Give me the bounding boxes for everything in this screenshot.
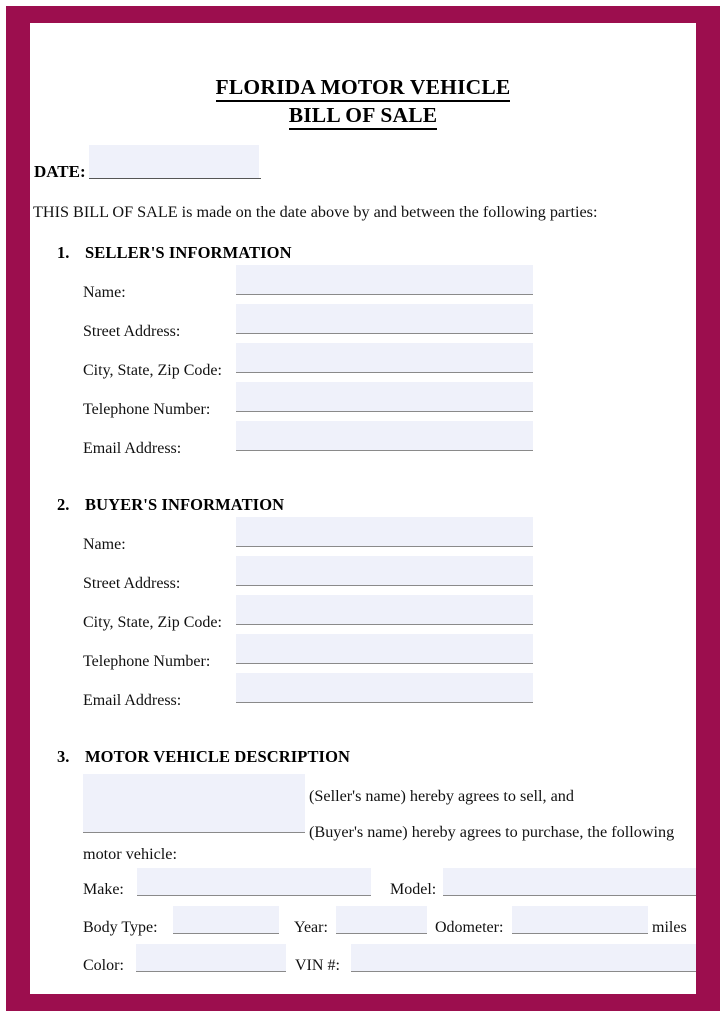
buyer-city-label: City, State, Zip Code: <box>83 614 222 631</box>
section-3-number: 3. <box>57 747 70 766</box>
buyer-phone-label: Telephone Number: <box>83 653 211 670</box>
buyer-street-label: Street Address: <box>83 575 181 592</box>
border-right <box>696 6 720 1011</box>
buyer-name-label: Name: <box>83 536 126 553</box>
seller-city-label: City, State, Zip Code: <box>83 362 222 379</box>
document-title-line-1: FLORIDA MOTOR VEHICLE <box>30 75 696 100</box>
seller-city-input[interactable] <box>236 343 533 373</box>
seller-phone-label: Telephone Number: <box>83 401 211 418</box>
seller-email-label: Email Address: <box>83 440 182 457</box>
odometer-unit-label: miles <box>652 919 687 936</box>
vehicle-buyer-name-input[interactable] <box>83 803 305 833</box>
odometer-label: Odometer: <box>435 919 504 936</box>
section-1-number: 1. <box>57 243 70 262</box>
section-3-heading: MOTOR VEHICLE DESCRIPTION <box>85 747 351 766</box>
seller-name-input[interactable] <box>236 265 533 295</box>
seller-street-input[interactable] <box>236 304 533 334</box>
intro-paragraph: THIS BILL OF SALE is made on the date above by and between the following parties: <box>33 203 598 221</box>
seller-street-label: Street Address: <box>83 323 181 340</box>
make-input[interactable] <box>137 868 371 896</box>
color-input[interactable] <box>136 944 286 972</box>
make-label: Make: <box>83 881 124 898</box>
model-input[interactable] <box>443 868 696 896</box>
section-1-heading: SELLER'S INFORMATION <box>85 243 292 262</box>
year-input[interactable] <box>336 906 427 934</box>
vehicle-seller-name-input[interactable] <box>83 774 305 804</box>
body-type-input[interactable] <box>173 906 279 934</box>
section-2-heading: BUYER'S INFORMATION <box>85 495 285 514</box>
buyer-clause-text: (Buyer's name) hereby agrees to purchase, the following <box>309 823 675 841</box>
border-top <box>6 6 720 23</box>
document-sheet <box>30 23 696 994</box>
border-bottom <box>6 994 720 1011</box>
date-underline <box>89 178 261 179</box>
vehicle-continuation-text: motor vehicle: <box>83 845 177 863</box>
year-label: Year: <box>294 919 328 936</box>
date-label: DATE: <box>34 162 86 181</box>
odometer-input[interactable] <box>512 906 648 934</box>
buyer-email-input[interactable] <box>236 673 533 703</box>
date-input[interactable] <box>89 145 259 178</box>
buyer-phone-input[interactable] <box>236 634 533 664</box>
model-label: Model: <box>390 881 437 898</box>
border-left <box>6 6 30 1011</box>
seller-phone-input[interactable] <box>236 382 533 412</box>
buyer-name-input[interactable] <box>236 517 533 547</box>
buyer-street-input[interactable] <box>236 556 533 586</box>
seller-clause-text: (Seller's name) hereby agrees to sell, and <box>309 787 574 805</box>
buyer-email-label: Email Address: <box>83 692 182 709</box>
seller-name-label: Name: <box>83 284 126 301</box>
buyer-city-input[interactable] <box>236 595 533 625</box>
seller-email-input[interactable] <box>236 421 533 451</box>
section-2-number: 2. <box>57 495 70 514</box>
vin-input[interactable] <box>351 944 696 972</box>
color-label: Color: <box>83 957 124 974</box>
document-title-line-2: BILL OF SALE <box>30 103 696 128</box>
body-type-label: Body Type: <box>83 919 158 936</box>
vin-label: VIN #: <box>295 957 340 974</box>
